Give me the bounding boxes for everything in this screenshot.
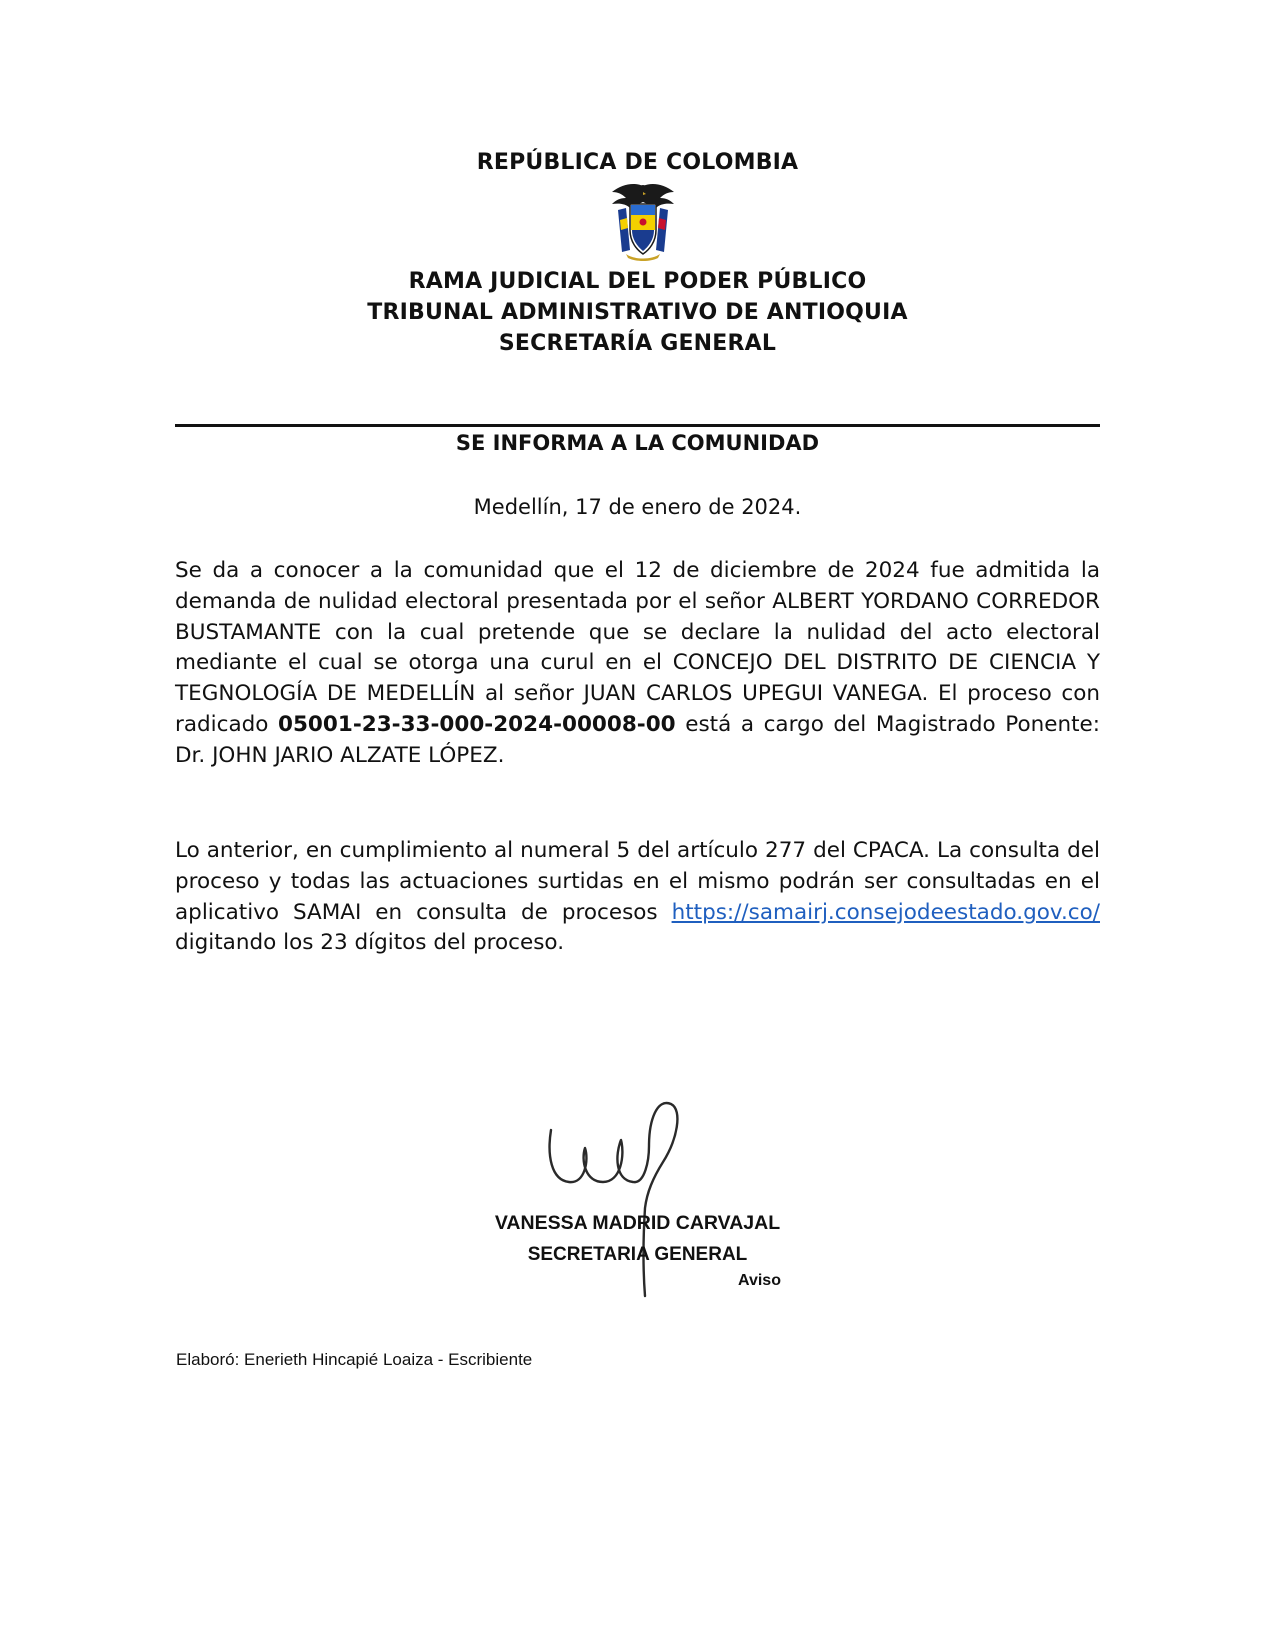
paragraph-1-text-b: está a cargo del Magistrado Ponente: Dr. JOHN JARIO ALZATE LÓPEZ. (175, 711, 1100, 768)
paragraph-1-text-a: Se da a conocer a la comunidad que el 12 de diciembre de 2024 fue admitida la demanda de nulidad electoral presentada por el señor ALBERT YORDANO CORREDOR BUSTAMANTE con la cual pretende que se declare la nulidad del acto electoral mediante el cual se otorga una curul en el CONCEJO DEL DISTRITO DE CIENCIA Y TEGNOLOGÍA DE MEDELLÍN al señor JUAN CARLOS UPEGUI VANEGA. El proceso con radicado (175, 558, 1100, 737)
signer-role: SECRETARIA GENERAL (527, 1244, 748, 1265)
paragraph-2-text-b: digitando los 23 dígitos del proceso. (175, 930, 565, 956)
paragraph-2-text-a: Lo anterior, en cumplimiento al numeral 5 del artículo 277 del CPACA. La consulta del proceso y todas las actuaciones surtidas en el mismo podrán ser consultadas en el aplicativo SAMAI en consulta de procesos (175, 838, 1100, 925)
case-number: 05001-23-33-000-2024-00008-00 (278, 711, 676, 737)
document-type: Aviso (738, 1272, 781, 1289)
date-line: Medellín, 17 de enero de 2024. (473, 495, 802, 519)
header-divider (175, 424, 1100, 427)
office-heading: SECRETARÍA GENERAL (498, 331, 777, 356)
signer-name: VANESSA MADRID CARVAJAL (494, 1212, 781, 1234)
branch-heading: RAMA JUDICIAL DEL PODER PÚBLICO (408, 269, 867, 294)
tribunal-heading: TRIBUNAL ADMINISTRATIVO DE ANTIOQUIA (367, 300, 908, 325)
handwritten-signature (545, 1100, 725, 1300)
prepared-by: Elaboró: Enerieth Hincapié Loaiza - Escribiente (176, 1350, 533, 1369)
country-heading: REPÚBLICA DE COLOMBIA (476, 150, 799, 175)
colombia-coat-of-arms-icon (604, 180, 682, 262)
samai-link[interactable]: https://samairj.consejodeestado.gov.co/ (671, 899, 1100, 925)
notice-paragraph-2 (175, 836, 1100, 959)
notice-title: SE INFORMA A LA COMUNIDAD (455, 431, 820, 455)
notice-paragraph-1 (175, 556, 1100, 772)
